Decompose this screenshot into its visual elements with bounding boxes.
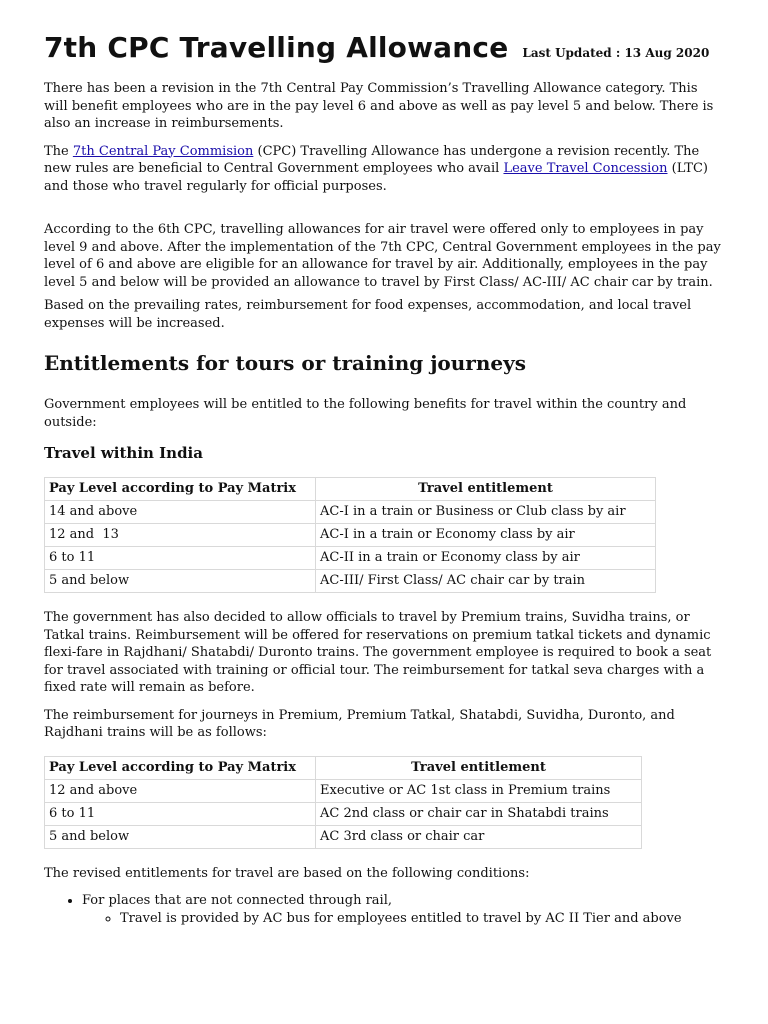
table-header: Travel entitlement xyxy=(316,756,642,779)
table-cell: 12 and 13 xyxy=(45,524,316,547)
list-item: ◦ Travel is provided by AC bus for employees entitled to travel by AC II Tier and above xyxy=(120,910,724,928)
table-cell: AC-III/ First Class/ AC chair car by train xyxy=(316,570,656,593)
title-row xyxy=(44,30,724,66)
conditions-list xyxy=(44,892,724,927)
conditions-intro: The revised entitlements for travel are based on the following conditions: xyxy=(44,865,530,881)
table-cell: 14 and above xyxy=(45,501,316,524)
table-cell: 12 and above xyxy=(45,779,316,802)
table-header: Travel entitlement xyxy=(316,478,656,501)
table-row xyxy=(45,802,642,825)
reimbursement-paragraph: Based on the prevailing rates, reimbursement for food expenses, accommodation, and local travel expenses will be increased. xyxy=(44,298,692,331)
table-cell: AC 3rd class or chair car xyxy=(316,825,642,848)
table-row xyxy=(45,524,656,547)
list-item: • For places that are not connected through rail, ◦ Travel is provided by AC bus for employees entitled to travel by AC II Tier and above xyxy=(82,892,724,927)
table-cell: 5 and below xyxy=(45,825,316,848)
table-header: Pay Level according to Pay Matrix xyxy=(45,756,316,779)
table-row xyxy=(45,570,656,593)
cpc-paragraph: The 7th Central Pay Commision (CPC) Travelling Allowance has undergone a revision recently. The new rules are beneficial to Central Government employees who avail Leave Travel Concession (LTC) and those who travel regularly for official purposes. xyxy=(44,143,708,194)
table-cell: 6 to 11 xyxy=(45,547,316,570)
last-updated: Last Updated : 13 Aug 2020 xyxy=(522,46,710,60)
table-cell: AC-II in a train or Economy class by air xyxy=(316,547,656,570)
sub-list xyxy=(82,910,724,928)
table-cell: 5 and below xyxy=(45,570,316,593)
ltc-link[interactable]: Leave Travel Concession xyxy=(503,161,668,176)
table-row xyxy=(45,825,642,848)
premium-trains-paragraph: The government has also decided to allow officials to travel by Premium trains, Suvidha trains, or Tatkal trains. Reimbursement will be offered for reservations on premium tatkal tickets and dynamic flexi-fare in Rajdhani/ Shatabdi/ Duronto trains. The government employee is required to book a seat for travel associated with training or official tour. The reimbursement for tatkal seva charges with a fixed rate will remain as before. xyxy=(44,610,712,695)
table-cell: AC 2nd class or chair car in Shatabdi trains xyxy=(316,802,642,825)
entitlement-intro: Government employees will be entitled to the following benefits for travel within the country and outside: xyxy=(44,397,687,430)
cpc-link[interactable]: 7th Central Pay Commision xyxy=(72,143,254,159)
table-header-row xyxy=(45,478,656,501)
air-travel-paragraph: According to the 6th CPC, travelling allowances for air travel were offered only to employees in pay level 9 and above. After the implementation of the 7th CPC, Central Government employees in the pay level of 6 and above are eligible for an allowance for travel by air. Additionally, employees in the pay level 5 and below will be provided an allowance to travel by First Class/ AC-III/ AC chair car by train. xyxy=(44,222,721,290)
table-cell: AC-I in a train or Business or Club class by air xyxy=(316,501,656,524)
table-row xyxy=(45,779,642,802)
table-row xyxy=(45,501,656,524)
table-cell: 6 to 11 xyxy=(45,802,316,825)
intro-paragraph: There has been a revision in the 7th Central Pay Commission’s Travelling Allowance category. This will benefit employees who are in the pay level 6 and above as well as pay level 5 and below. There is also an increase in reimbursements. xyxy=(44,81,714,131)
table-row xyxy=(45,547,656,570)
page-title: 7th CPC Travelling Allowance xyxy=(44,31,509,64)
section-heading: Entitlements for tours or training journeys xyxy=(44,351,526,375)
table-header-row xyxy=(45,756,642,779)
premium-trains-table xyxy=(44,756,642,849)
premium-intro: The reimbursement for journeys in Premium, Premium Tatkal, Shatabdi, Suvidha, Duronto, and Rajdhani trains will be as follows: xyxy=(44,707,675,740)
table-cell: Executive or AC 1st class in Premium trains xyxy=(316,779,642,802)
table-cell: AC-I in a train or Economy class by air xyxy=(316,524,656,547)
india-travel-table xyxy=(44,477,656,593)
table-header: Pay Level according to Pay Matrix xyxy=(45,478,316,501)
subsection-heading: Travel within India xyxy=(44,444,203,462)
